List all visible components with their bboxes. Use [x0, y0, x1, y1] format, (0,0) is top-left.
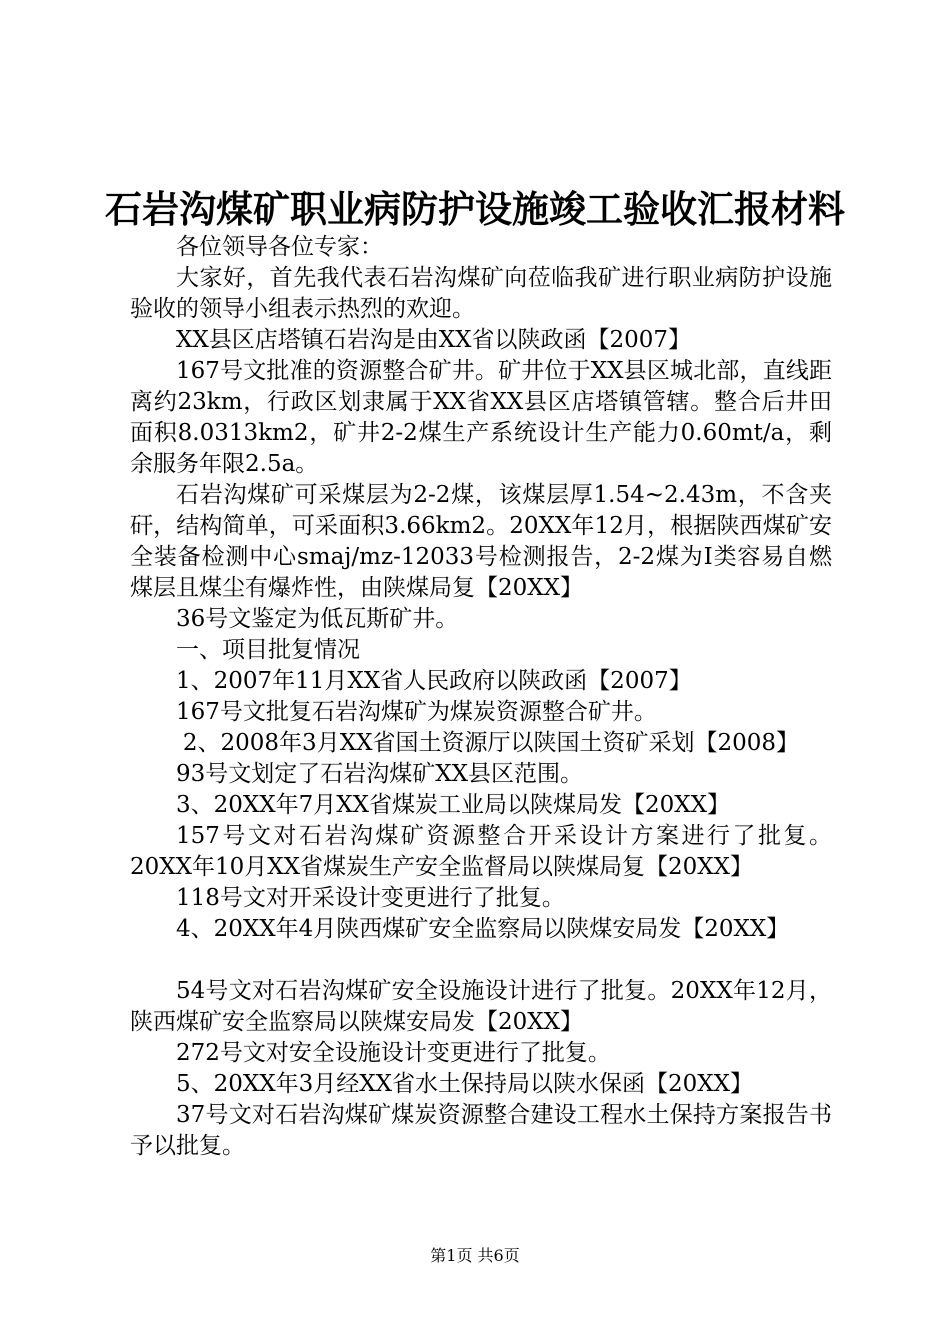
approval-item-1: 1、2007年11月XX省人民政府以陕政函【2007】	[176, 668, 692, 694]
approval-item-2: 2、2008年3月XX省国土资源厅以陕国土资矿采划【2008】	[182, 730, 799, 756]
paragraph-location-approval: XX县区店塔镇石岩沟是由XX省以陕政函【2007】	[176, 327, 692, 353]
approval-item-3-change: 118号文对开采设计变更进行了批复。	[176, 885, 565, 911]
approval-item-3-detail: 157号文对石岩沟煤矿资源整合开采设计方案进行了批复。20XX年10月XX省煤炭生产安全监督局以陕煤局复【20XX】	[130, 823, 832, 880]
approval-item-5-detail: 37号文对石岩沟煤矿煤炭资源整合建设工程水土保持方案报告书予以批复。	[130, 1102, 832, 1159]
paragraph-coal-seam: 石岩沟煤矿可采煤层为2-2煤，该煤层厚1.54~2.43m，不含夹矸，结构简单，可采面积3.66km2。20XX年12月，根据陕西煤矿安全装备检测中心smaj/mz-12033号检测报告，2-2煤为Ⅰ类容易自燃煤层且煤尘有爆炸性，由陕煤局复【20XX】	[130, 482, 832, 601]
page-footer: 第1页 共6页	[430, 1246, 520, 1265]
paragraph-gas-rating: 36号文鉴定为低瓦斯矿井。	[176, 606, 459, 632]
approval-item-5: 5、20XX年3月经XX省水土保持局以陕水保函【20XX】	[176, 1071, 754, 1097]
approval-item-4-detail: 54号文对石岩沟煤矿安全设施设计进行了批复。20XX年12月，陕西煤矿安全监察局以陕煤安局发【20XX】	[130, 978, 832, 1035]
approval-item-4-change: 272号文对安全设施设计变更进行了批复。	[176, 1040, 611, 1066]
approval-item-2-detail: 93号文划定了石岩沟煤矿XX县区范围。	[176, 761, 584, 787]
document-body	[130, 232, 832, 1162]
paragraph-mine-overview: 167号文批准的资源整合矿井。矿井位于XX县区城北部，直线距离约23km，行政区划隶属于XX省XX县区店塔镇管辖。整合后井田面积8.0313km2，矿井2-2煤生产系统设计生产能力0.60mt/a，剩余服务年限2.5a。	[130, 358, 832, 477]
section-heading-approvals: 一、项目批复情况	[176, 637, 360, 663]
blank-line	[130, 945, 832, 976]
approval-item-3: 3、20XX年7月XX省煤炭工业局以陕煤局发【20XX】	[176, 792, 731, 818]
paragraph-salutation: 各位领导各位专家：	[176, 234, 383, 260]
approval-item-4: 4、20XX年4月陕西煤矿安全监察局以陕煤安局发【20XX】	[176, 916, 790, 942]
document-title: 石岩沟煤矿职业病防护设施竣工验收汇报材料	[105, 187, 845, 231]
approval-item-1-detail: 167号文批复石岩沟煤矿为煤炭资源整合矿井。	[176, 699, 657, 725]
paragraph-welcome: 大家好，首先我代表石岩沟煤矿向莅临我矿进行职业病防护设施验收的领导小组表示热烈的欢迎。	[130, 265, 832, 322]
